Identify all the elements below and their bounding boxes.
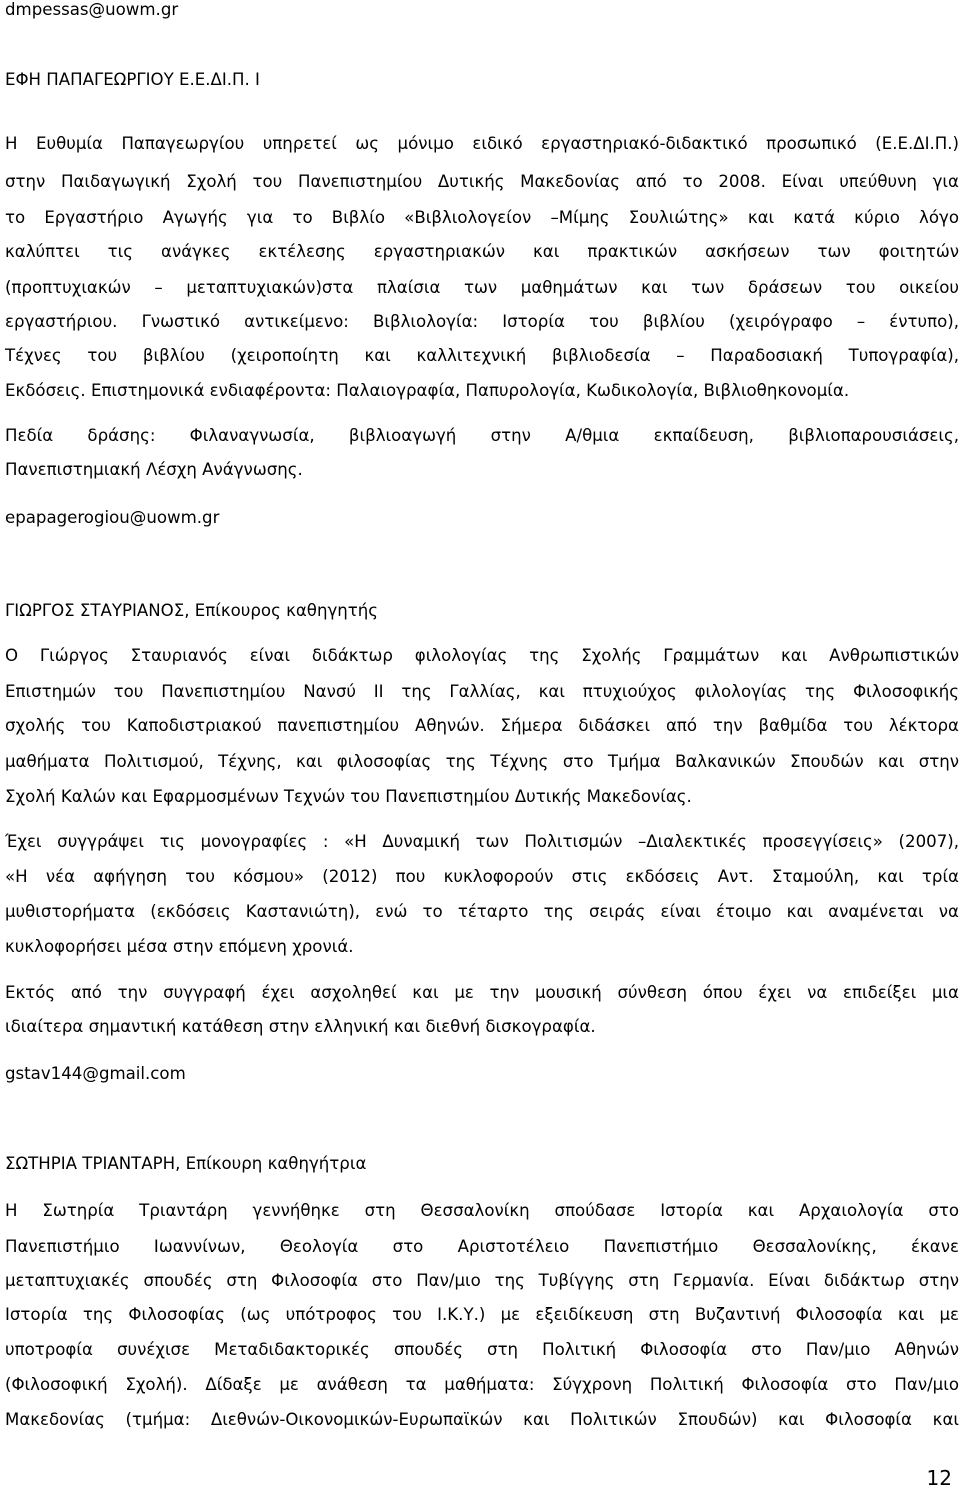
section1-heading: ΕΦΗ ΠΑΠΑΓΕΩΡΓΙΟΥ Ε.Ε.ΔΙ.Π. Ι <box>5 70 260 89</box>
section2-p2-line: «Η νέα αφήγηση του κόσμου» (2012) που κυκλοφορούν στις εκδόσεις Αντ. Σταμούλη, και τρία <box>5 867 959 886</box>
section2-p2-line: κυκλοφορήσει μέσα στην επόμενη χρονιά. <box>5 937 354 956</box>
section1-p1-line: το Εργαστήριο Αγωγής για το Βιβλίο «Βιβλιολογείον –Μίμης Σουλιώτης» και κατά κύριο λόγο <box>5 208 959 227</box>
section2-p1-line: Σχολή Καλών και Εφαρμοσμένων Τεχνών του Πανεπιστημίου Δυτικής Μακεδονίας. <box>5 787 692 806</box>
section2-p1-line: Ο Γιώργος Σταυριανός είναι διδάκτωρ φιλολογίας της Σχολής Γραμμάτων και Ανθρωπιστικών <box>5 646 959 665</box>
section2-p3-line: Εκτός από την συγγραφή έχει ασχοληθεί και με την μουσική σύνθεση όπου έχει να επιδείξει μια <box>5 983 959 1002</box>
section3-p1-line: μεταπτυχιακές σπουδές στη Φιλοσοφία στο Παν/μιο της Τυβίγγης στη Γερμανία. Είναι διδάκτωρ στην <box>5 1271 959 1290</box>
section1-p1-line: εργαστήριου. Γνωστικό αντικείμενο: Βιβλιολογία: Ιστορία του βιβλίου (χειρόγραφο – έντυπο), <box>5 312 959 331</box>
section1-p1-line: καλύπτει τις ανάγκες εκτέλεσης εργαστηριακών και πρακτικών ασκήσεων των φοιτητών <box>5 242 959 261</box>
section3-p1-line: Πανεπιστήμιο Ιωαννίνων, Θεολογία στο Αριστοτέλειο Πανεπιστήμιο Θεσσαλονίκης, έκανε <box>5 1237 959 1256</box>
section3-p1-line: Η Σωτηρία Τριαντάρη γεννήθηκε στη Θεσσαλονίκη σπούδασε Ιστορία και Αρχαιολογία στο <box>5 1201 959 1220</box>
section1-p1-line: Τέχνες του βιβλίου (χειροποίητη και καλλιτεχνική βιβλιοδεσία – Παραδοσιακή Τυπογραφία), <box>5 346 959 365</box>
section1-p1-line: Η Ευθυμία Παπαγεωργίου υπηρετεί ως μόνιμο ειδικό εργαστηριακό-διδακτικό προσωπικό (Ε.Ε.ΔΙ.Π.) <box>5 134 959 153</box>
section3-heading: ΣΩΤΗΡΙΑ ΤΡΙΑΝΤΑΡΗ, Επίκουρη καθηγήτρια <box>5 1154 367 1173</box>
section3-p1-line: (Φιλοσοφική Σχολή). Δίδαξε με ανάθεση τα μαθήματα: Σύγχρονη Πολιτική Φιλοσοφία στο Παν/μιο <box>5 1375 959 1394</box>
section2-p1-line: μαθήματα Πολιτισμού, Τέχνης, και φιλοσοφίας της Τέχνης στο Τμήμα Βαλκανικών Σπουδών και στην <box>5 752 959 771</box>
section2-p1-line: σχολής του Καποδιστριακού πανεπιστημίου Αθηνών. Σήμερα διδάσκει από την βαθμίδα του λέκτορα <box>5 716 959 735</box>
section2-p2-line: μυθιστορήματα (εκδόσεις Καστανιώτη), ενώ το τέταρτο της σειράς είναι έτοιμο και αναμένεται να <box>5 902 959 921</box>
section2-email: gstav144@gmail.com <box>5 1064 186 1083</box>
section1-email: epapagerogiou@uowm.gr <box>5 508 220 527</box>
section3-p1-line: Μακεδονίας (τμήμα: Διεθνών-Οικονομικών-Ευρωπαϊκών και Πολιτικών Σπουδών) και Φιλοσοφία και <box>5 1410 959 1429</box>
section1-p1-line: Εκδόσεις. Επιστημονικά ενδιαφέροντα: Παλαιογραφία, Παπυρολογία, Κωδικολογία, Βιβλιοθηκονομία. <box>5 381 850 400</box>
section3-p1-line: υποτροφία συνέχισε Μεταδιδακτορικές σπουδές στη Πολιτική Φιλοσοφία στο Παν/μιο Αθηνών <box>5 1340 959 1359</box>
section2-p3-line: ιδιαίτερα σημαντική κατάθεση στην ελληνική και διεθνή δισκογραφία. <box>5 1017 596 1036</box>
section1-p2-line: Πανεπιστημιακή Λέσχη Ανάγνωσης. <box>5 460 303 479</box>
section2-p2-line: Έχει συγγράψει τις μονογραφίες : «Η Δυναμική των Πολιτισμών –Διαλεκτικές προσεγγίσεις» (2007), <box>5 832 959 851</box>
page-number: 12 <box>926 1466 952 1490</box>
top-email: dmpessas@uowm.gr <box>5 0 179 19</box>
section1-p1-line: (προπτυχιακών – μεταπτυχιακών)στα πλαίσια των μαθημάτων και των δράσεων του οικείου <box>5 278 959 297</box>
section1-p2-line: Πεδία δράσης: Φιλαναγνωσία, βιβλιοαγωγή στην Α/θμια εκπαίδευση, βιβλιοπαρουσιάσεις, <box>5 426 959 445</box>
section1-p1-line: στην Παιδαγωγική Σχολή του Πανεπιστημίου Δυτικής Μακεδονίας από το 2008. Είναι υπεύθυνη για <box>5 172 959 191</box>
section2-p1-line: Επιστημών του Πανεπιστημίου Νανσύ ΙΙ της Γαλλίας, και πτυχιούχος φιλολογίας της Φιλοσοφικής <box>5 682 959 701</box>
section2-heading: ΓΙΩΡΓΟΣ ΣΤΑΥΡΙΑΝΟΣ, Επίκουρος καθηγητής <box>5 601 379 620</box>
section3-p1-line: Ιστορία της Φιλοσοφίας (ως υπότροφος του Ι.Κ.Υ.) με εξειδίκευση στη Βυζαντινή Φιλοσοφία και με <box>5 1305 959 1324</box>
